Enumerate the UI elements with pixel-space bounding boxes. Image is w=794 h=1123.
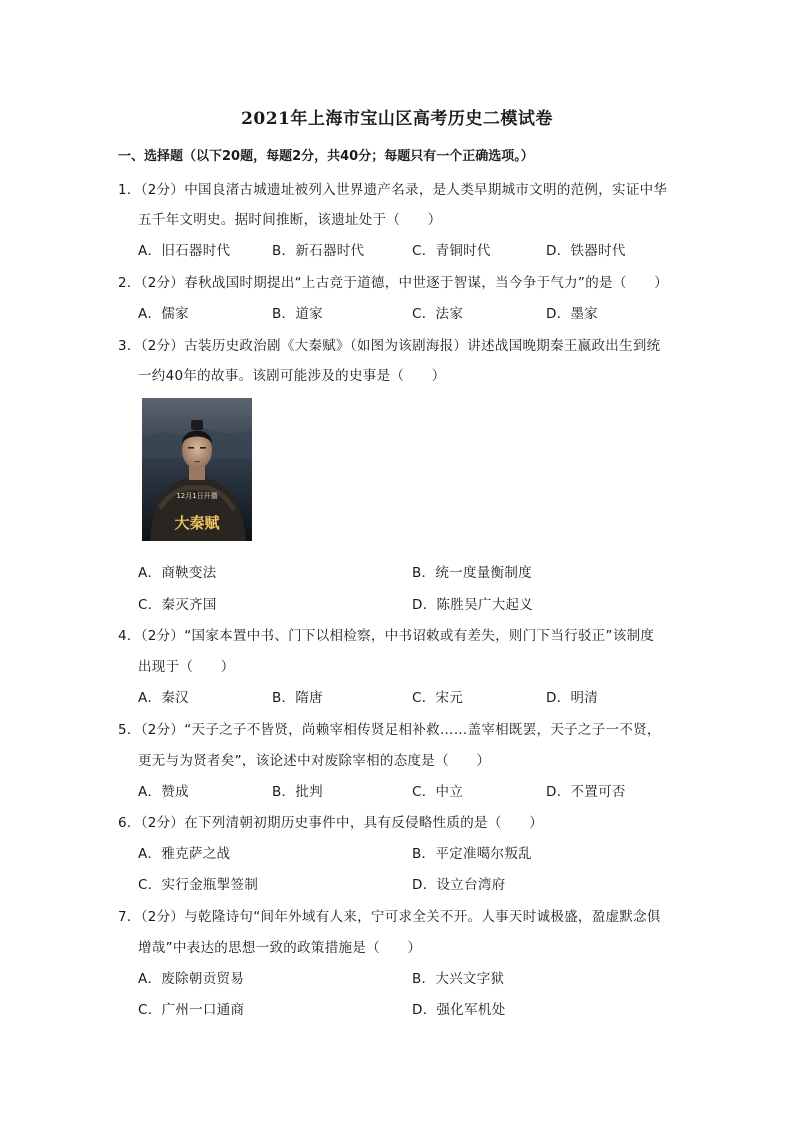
page-title: 2021年上海市宝山区高考历史二模试卷 (241, 109, 553, 129)
q5-option-b: B．批判 (272, 784, 323, 800)
q4-option-c: C．宋元 (412, 690, 464, 706)
q4-stem-line1: 4．（2分）“国家本置中书、门下以相检察，中书诏敕或有差失，则门下当行驳正”该制度 (118, 628, 655, 644)
poster-release-date: 12月1日开播 (176, 492, 218, 500)
q7-option-b: B．大兴文字狱 (412, 971, 505, 987)
q2-option-a: A．儒家 (138, 306, 189, 322)
q1-option-b: B．新石器时代 (272, 243, 365, 259)
q2-option-d: D．墨家 (546, 306, 599, 322)
q5-option-d: D．不置可否 (546, 784, 626, 800)
q4-option-a: A．秦汉 (138, 690, 189, 706)
q1-option-a: A．旧石器时代 (138, 243, 231, 259)
q6-option-a: A．雅克萨之战 (138, 846, 231, 862)
poster-title: 大秦赋 (174, 514, 220, 532)
q3-stem-line2: 一约40年的故事。该剧可能涉及的史事是（ ） (138, 368, 446, 384)
q7-stem-line2: 增哉”中表达的思想一致的政策措施是（ ） (138, 940, 422, 956)
q7-stem-line1: 7．（2分）与乾隆诗句“间年外域有人来，宁可求全关不开。人事天时诚极盛，盈虚默念俱 (118, 909, 661, 925)
q3-option-b: B．统一度量衡制度 (412, 565, 532, 581)
q6-option-c: C．实行金瓶掣签制 (138, 877, 259, 893)
q1-stem-line1: 1．（2分）中国良渚古城遗址被列入世界遗产名录，是人类早期城市文明的范例，实证中华 (118, 182, 668, 198)
drama-poster-image (142, 398, 252, 541)
q1-stem-line2: 五千年文明史。据时间推断，该遗址处于（ ） (138, 212, 442, 228)
q4-option-d: D．明清 (546, 690, 599, 706)
q3-option-a: A．商鞅变法 (138, 565, 217, 581)
q2-stem-line1: 2．（2分）春秋战国时期提出“上古竞于道德，中世逐于智谋，当今争于气力”的是（ ） (118, 275, 669, 291)
q3-option-d: D．陈胜吴广大起义 (412, 597, 534, 613)
q7-option-d: D．强化军机处 (412, 1002, 506, 1018)
q5-option-c: C．中立 (412, 784, 464, 800)
section-heading: 一、选择题（以下20题，每题2分，共40分；每题只有一个正确选项。） (118, 149, 534, 164)
q6-option-b: B．平定准噶尔叛乱 (412, 846, 532, 862)
q5-option-a: A．赞成 (138, 784, 189, 800)
q5-stem-line1: 5．（2分）“天子之子不皆贤，尚赖宰相传贤足相补救……盖宰相既罢，天子之子一不贤， (118, 722, 661, 738)
q5-stem-line2: 更无与为贤者矣”，该论述中对废除宰相的态度是（ ） (138, 753, 491, 769)
q6-stem-line1: 6．（2分）在下列清朝初期历史事件中，具有反侵略性质的是（ ） (118, 815, 544, 831)
q7-option-c: C．广州一口通商 (138, 1002, 245, 1018)
q3-stem-line1: 3．（2分）古装历史政治剧《大秦赋》（如图为该剧海报）讲述战国晚期秦王嬴政出生到统 (118, 338, 661, 354)
q2-option-c: C．法家 (412, 306, 464, 322)
q1-option-d: D．铁器时代 (546, 243, 626, 259)
q2-option-b: B．道家 (272, 306, 323, 322)
q4-option-b: B．隋唐 (272, 690, 323, 706)
q6-option-d: D．设立台湾府 (412, 877, 506, 893)
q7-option-a: A．废除朝贡贸易 (138, 971, 245, 987)
q4-stem-line2: 出现于（ ） (138, 659, 235, 675)
q3-option-c: C．秦灭齐国 (138, 597, 217, 613)
q1-option-c: C．青铜时代 (412, 243, 491, 259)
